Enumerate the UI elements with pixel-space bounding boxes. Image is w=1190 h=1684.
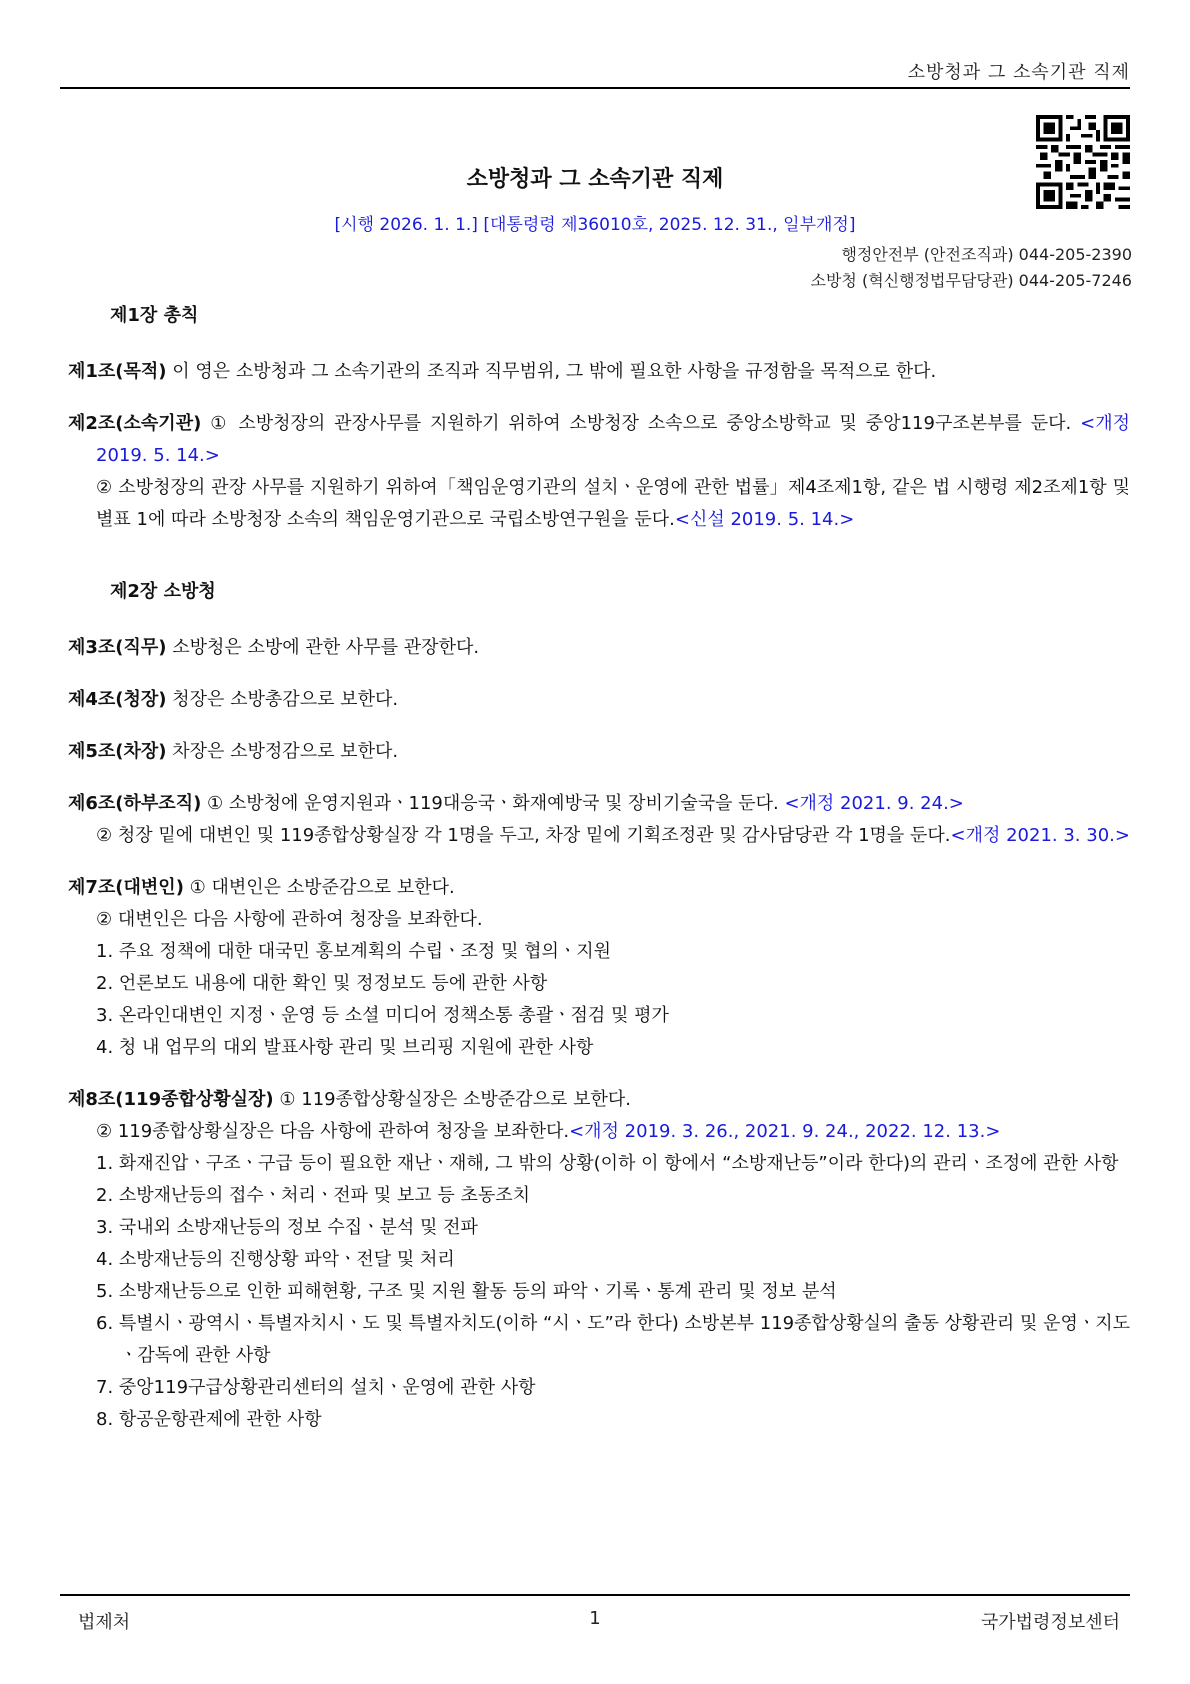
article-6 bbox=[68, 788, 1130, 852]
amendment-note[interactable]: <신설 2019. 5. 14.> bbox=[674, 509, 855, 530]
paragraph-2 bbox=[68, 1116, 1130, 1148]
amendment-note[interactable]: <개정 2019. 3. 26., 2021. 9. 24., 2022. 12. 13.> bbox=[569, 1121, 1001, 1142]
chapter-heading: 제1장 총칙 bbox=[110, 305, 199, 326]
paragraph-text: ① 119종합상황실장은 소방준감으로 보한다. bbox=[273, 1089, 631, 1110]
article-heading: 제2조(소속기관) bbox=[68, 413, 202, 434]
running-header: 소방청과 그 소속기관 직제 bbox=[907, 62, 1130, 83]
article-5 bbox=[68, 736, 1130, 768]
footer-divider bbox=[60, 1594, 1130, 1596]
paragraph-text: ① 소방청에 운영지원과ㆍ119대응국ㆍ화재예방국 및 장비기술국을 둔다. bbox=[201, 793, 785, 814]
list-item: 4. 소방재난등의 진행상황 파악ㆍ전달 및 처리 bbox=[96, 1249, 455, 1270]
list-item: 3. 온라인대변인 지정ㆍ운영 등 소셜 미디어 정책소통 총괄ㆍ점검 및 평가 bbox=[96, 1005, 669, 1026]
amendment-note[interactable]: <개정 2021. 9. 24.> bbox=[784, 793, 964, 814]
paragraph-2 bbox=[68, 820, 1130, 852]
list-item: 5. 소방재난등으로 인한 피해현황, 구조 및 지원 활동 등의 파악ㆍ기록ㆍ통계 관리 및 정보 분석 bbox=[96, 1281, 837, 1302]
article-1 bbox=[68, 356, 1130, 388]
footer-publisher: 법제처 bbox=[78, 1612, 131, 1633]
list-item: 4. 청 내 업무의 대외 발표사항 관리 및 브리핑 지원에 관한 사항 bbox=[96, 1037, 594, 1058]
paragraph-text: ② 청장 밑에 대변인 및 119종합상황실장 각 1명을 두고, 차장 밑에 기획조정관 및 감사담당관 각 1명을 둔다. bbox=[96, 825, 951, 846]
article-heading: 제4조(청장) bbox=[68, 689, 167, 710]
paragraph-text: ② 소방청장의 관장 사무를 지원하기 위하여「책임운영기관의 설치ㆍ운영에 관한 법률」제4조제1항, 같은 법 시행령 제2조제1항 및 별표 1에 따라 소방청장 소속의 책임운영기관으로 국립소방연구원을 둔다. bbox=[96, 477, 1130, 530]
paragraph-text: ① 소방청장의 관장사무를 지원하기 위하여 소방청장 소속으로 중앙소방학교 및 중앙119구조본부를 둔다. bbox=[201, 413, 1081, 434]
article-heading: 제6조(하부조직) bbox=[68, 793, 202, 814]
article-4 bbox=[68, 684, 1130, 716]
chapter-heading: 제2장 소방청 bbox=[110, 581, 216, 602]
contact-agency: 소방청 (혁신행정법무담당관) 044-205-7246 bbox=[810, 271, 1132, 290]
article-text: 청장은 소방총감으로 보한다. bbox=[166, 689, 399, 710]
article-8 bbox=[68, 1084, 1130, 1436]
list-item: 1. 화재진압ㆍ구조ㆍ구급 등이 필요한 재난ㆍ재해, 그 밖의 상황(이하 이 항에서 “소방재난등”이라 한다)의 관리ㆍ조정에 관한 사항 bbox=[96, 1153, 1119, 1174]
article-text: 이 영은 소방청과 그 소속기관의 조직과 직무범위, 그 밖에 필요한 사항을 규정함을 목적으로 한다. bbox=[166, 361, 937, 382]
article-3 bbox=[68, 632, 1130, 664]
paragraph-2: ② 대변인은 다음 사항에 관하여 청장을 보좌한다. bbox=[96, 909, 483, 930]
list-item: 7. 중앙119구급상황관리센터의 설치ㆍ운영에 관한 사항 bbox=[96, 1377, 536, 1398]
list-item: 6. 특별시ㆍ광역시ㆍ특별자치시ㆍ도 및 특별자치도(이하 “시ㆍ도”라 한다) 소방본부 119종합상황실의 출동 상황관리 및 운영ㆍ지도ㆍ감독에 관한 사항 bbox=[96, 1313, 1130, 1366]
amendment-note[interactable]: <개정 2019. 5. 14.> bbox=[96, 413, 1130, 466]
document-body bbox=[68, 300, 1130, 1436]
page-number: 1 bbox=[589, 1608, 601, 1629]
article-heading: 제7조(대변인) bbox=[68, 877, 184, 898]
article-2 bbox=[68, 408, 1130, 536]
enactment-info: [시행 2026. 1. 1.] [대통령령 제36010호, 2025. 12. 31., 일부개정] bbox=[334, 215, 856, 235]
list-item: 3. 국내외 소방재난등의 정보 수집ㆍ분석 및 전파 bbox=[96, 1217, 478, 1238]
article-heading: 제1조(목적) bbox=[68, 361, 167, 382]
article-7 bbox=[68, 872, 1130, 1064]
paragraph-text: ① 대변인은 소방준감으로 보한다. bbox=[183, 877, 455, 898]
article-text: 차장은 소방정감으로 보한다. bbox=[166, 741, 399, 762]
footer-source: 국가법령정보센터 bbox=[980, 1612, 1120, 1633]
list-item: 2. 언론보도 내용에 대한 확인 및 정정보도 등에 관한 사항 bbox=[96, 973, 548, 994]
article-heading: 제3조(직무) bbox=[68, 637, 167, 658]
list-item: 8. 항공운항관제에 관한 사항 bbox=[96, 1409, 322, 1430]
header-divider bbox=[60, 87, 1130, 89]
contact-ministry: 행정안전부 (안전조직과) 044-205-2390 bbox=[841, 245, 1132, 264]
list-item: 2. 소방재난등의 접수ㆍ처리ㆍ전파 및 보고 등 초동조치 bbox=[96, 1185, 531, 1206]
article-heading: 제5조(차장) bbox=[68, 741, 167, 762]
article-text: 소방청은 소방에 관한 사무를 관장한다. bbox=[166, 637, 480, 658]
paragraph-text: ② 119종합상황실장은 다음 사항에 관하여 청장을 보좌한다. bbox=[96, 1121, 570, 1142]
paragraph-2 bbox=[68, 472, 1130, 536]
document-title: 소방청과 그 소속기관 직제 bbox=[466, 167, 724, 192]
article-heading: 제8조(119종합상황실장) bbox=[68, 1089, 274, 1110]
list-item: 1. 주요 정책에 대한 대국민 홍보계획의 수립ㆍ조정 및 협의ㆍ지원 bbox=[96, 941, 612, 962]
amendment-note[interactable]: <개정 2021. 3. 30.> bbox=[950, 825, 1130, 846]
